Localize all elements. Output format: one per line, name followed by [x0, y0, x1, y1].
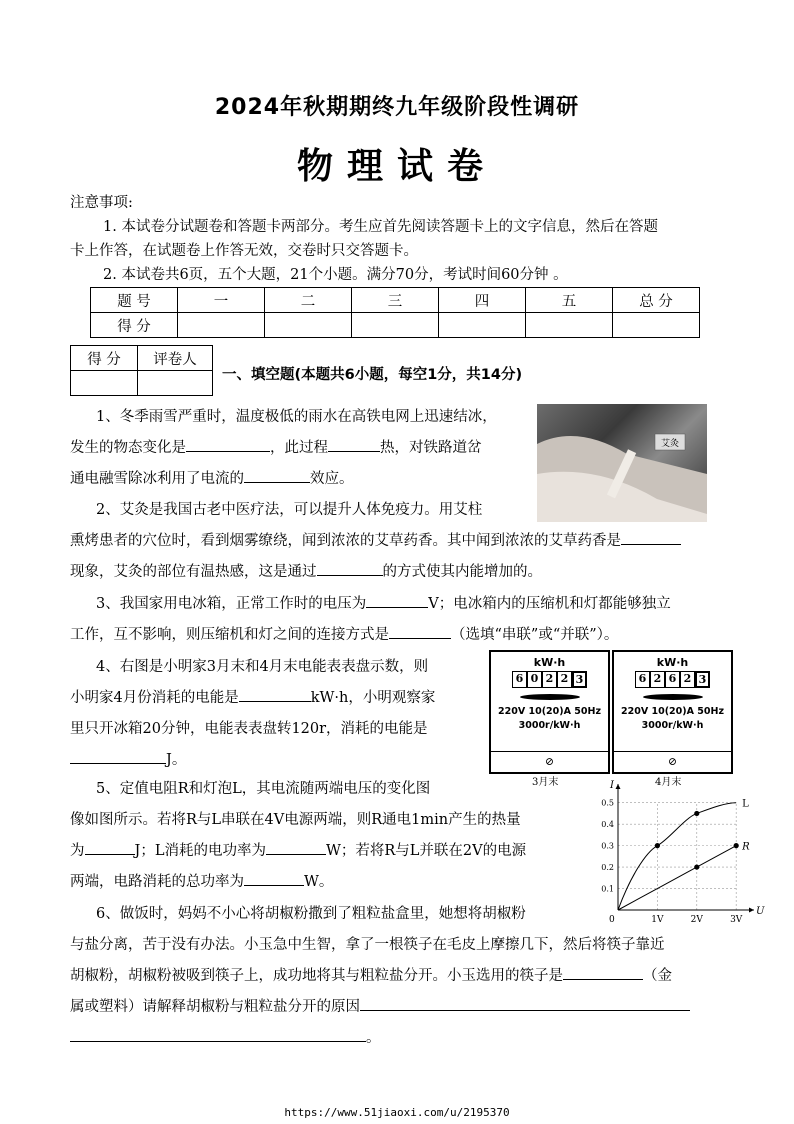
score-header-cell: 四 — [439, 288, 526, 313]
q6-line2: 与盐分离，苦于没有办法。小玉急中生智，拿了一根筷子在毛皮上摩擦几下，然后将筷子靠近 — [70, 937, 665, 953]
series-label-R: R — [742, 841, 750, 853]
meter-digit: 2 — [542, 671, 557, 688]
meter-disc — [520, 694, 580, 700]
answer-blank[interactable] — [70, 749, 166, 764]
q1-text: 通电融雪除冰利用了电流的 — [70, 471, 244, 487]
meter-march — [489, 650, 610, 774]
q3-text: （选填“串联”或“并联”）。 — [451, 627, 619, 643]
meter-seal-icon: ⊘ — [491, 751, 608, 772]
score-row-label: 得 分 — [91, 313, 178, 338]
q3-line2 — [70, 624, 618, 646]
grader-score-label: 得 分 — [71, 346, 138, 371]
q4-line4 — [70, 749, 186, 771]
meter-digit: 2 — [680, 671, 695, 688]
meter-rate: 3000r/kW·h — [641, 720, 704, 731]
q1-text: 效应。 — [310, 471, 354, 487]
meter-digit: 6 — [635, 671, 650, 688]
q2-line1: 2、艾灸是我国古老中医疗法，可以提升人体免疫力。用艾柱 — [96, 502, 483, 518]
q1-line1: 1、冬季雨雪严重时，温度极低的雨水在高铁电网上迅速结冰， — [96, 409, 497, 425]
score-cell — [613, 313, 700, 338]
answer-blank[interactable] — [360, 996, 690, 1011]
x-tick-label: 1V — [651, 915, 664, 925]
series-line-L — [618, 803, 736, 910]
meter-unit: kW·h — [533, 656, 566, 669]
q2-text: 现象，艾灸的部位有温热感，这是通过 — [70, 564, 317, 580]
answer-blank[interactable] — [244, 468, 310, 483]
score-cell — [265, 313, 352, 338]
meter-digit-decimal: 3 — [695, 671, 710, 688]
score-header-cell: 一 — [178, 288, 265, 313]
meter-spec: 220V 10(20)A 50Hz — [621, 706, 724, 717]
score-header-cell: 题 号 — [91, 288, 178, 313]
q4-text: 小明家4月份消耗的电能是 — [70, 690, 239, 706]
y-tick-label: 0.5 — [601, 798, 614, 808]
q2-line3 — [70, 561, 542, 583]
meter-digit: 6 — [665, 671, 680, 688]
answer-blank[interactable] — [266, 840, 326, 855]
data-point — [694, 864, 699, 869]
meter-april — [612, 650, 733, 774]
answer-blank[interactable] — [186, 437, 270, 452]
notes-heading: 注意事项: — [70, 195, 133, 211]
q5-text: W。 — [304, 874, 334, 890]
note-1b: 卡上作答，在试题卷上作答无效，交卷时只交答题卡。 — [70, 243, 418, 259]
answer-blank[interactable] — [389, 624, 451, 639]
answer-blank[interactable] — [563, 965, 643, 980]
y-tick-label: 0.2 — [601, 863, 614, 873]
answer-blank[interactable] — [317, 561, 383, 576]
q4-line3: 里只开冰箱20分钟，电能表表盘转120r，消耗的电能是 — [70, 721, 428, 737]
footer-url[interactable]: https://www.51jiaoxi.com/u/2195370 — [284, 1106, 510, 1119]
y-tick-label: 0.1 — [601, 884, 614, 894]
meter-digit: 2 — [557, 671, 572, 688]
note-1a: 1. 本试卷分试题卷和答题卡两部分。考生应首先阅读答题卡上的文字信息，然后在答题 — [103, 219, 658, 235]
exam-subtitle: 2024年秋期期终九年级阶段性调研 — [214, 95, 580, 120]
score-header-cell: 总 分 — [613, 288, 700, 313]
data-point — [734, 843, 739, 848]
x-tick-label: 3V — [730, 915, 743, 925]
meter-unit: kW·h — [656, 656, 689, 669]
y-axis-arrow — [616, 784, 621, 789]
answer-blank[interactable] — [85, 840, 135, 855]
answer-blank[interactable] — [621, 530, 681, 545]
grader-table — [70, 345, 213, 396]
q2-text: 的方式使其内能增加的。 — [382, 564, 542, 580]
score-table — [90, 287, 700, 338]
q6-text: 属或塑料）请解释胡椒粉与粗粒盐分开的原因 — [70, 999, 360, 1015]
score-cell — [526, 313, 613, 338]
q4-line2 — [70, 687, 435, 709]
origin-label: 0 — [609, 915, 615, 925]
grader-name-cell — [138, 371, 213, 396]
q6-text: 。 — [366, 1030, 381, 1046]
x-axis-label: U — [756, 906, 765, 917]
q3-text: V；电冰箱内的压缩机和灯都能够独立 — [428, 596, 671, 612]
answer-blank[interactable] — [244, 871, 304, 886]
meter-digit: 6 — [512, 671, 527, 688]
q6-text: （金 — [643, 968, 672, 984]
q3-text: 3、我国家用电冰箱，正常工作时的电压为 — [96, 596, 367, 612]
data-point — [655, 843, 660, 848]
answer-blank[interactable] — [70, 1027, 366, 1042]
q3-text: 工作，互不影响，则压缩机和灯之间的连接方式是 — [70, 627, 389, 643]
grader-score-cell — [71, 371, 138, 396]
photo-label: 艾灸 — [660, 439, 680, 449]
q5-line4 — [70, 871, 333, 893]
series-line-R — [618, 846, 736, 910]
score-header-cell: 五 — [526, 288, 613, 313]
score-cell — [178, 313, 265, 338]
note-2: 2. 本试卷共6页，五个大题，21个小题。满分70分，考试时间60分钟 。 — [103, 267, 568, 283]
y-tick-label: 0.3 — [601, 841, 614, 851]
q4-line1: 4、右图是小明家3月末和4月末电能表表盘示数，则 — [96, 659, 429, 675]
meter-caption: 4月末 — [655, 777, 682, 788]
q5-line1: 5、定值电阻R和灯泡L，其电流随两端电压的变化图 — [96, 781, 431, 797]
q5-line2: 像如图所示。若将R与L串联在4V电源两端，则R通电1min产生的热量 — [70, 812, 521, 828]
data-point — [694, 811, 699, 816]
x-axis-arrow — [749, 908, 754, 913]
q5-text: 两端，电路消耗的总功率为 — [70, 874, 244, 890]
answer-blank[interactable] — [366, 593, 428, 608]
q6-text: 胡椒粉，胡椒粉被吸到筷子上，成功地将其与粗粒盐分开。小玉选用的筷子是 — [70, 968, 563, 984]
answer-blank[interactable] — [328, 437, 380, 452]
q2-text: 熏烤患者的穴位时，看到烟雾缭绕，闻到浓浓的艾草药香。其中闻到浓浓的艾草药香是 — [70, 533, 621, 549]
meter-seal-icon: ⊘ — [614, 751, 731, 772]
meter-digits — [614, 671, 731, 688]
q1-text: 热，对铁路道岔 — [380, 440, 482, 456]
iu-graph — [590, 780, 765, 925]
q6-line5 — [70, 1027, 381, 1049]
q2-line2 — [70, 530, 681, 552]
q5-line3 — [70, 840, 526, 862]
q1-text: ，此过程 — [270, 440, 328, 456]
series-label-L: L — [742, 798, 749, 810]
q3-line1 — [96, 593, 671, 615]
grader-name-label: 评卷人 — [138, 346, 213, 371]
q6-line3 — [70, 965, 672, 987]
score-cell — [439, 313, 526, 338]
q1-line3 — [70, 468, 354, 490]
exam-title: 物理试卷 — [296, 146, 497, 187]
meter-spec: 220V 10(20)A 50Hz — [498, 706, 601, 717]
meter-digit: 0 — [527, 671, 542, 688]
meter-digits — [491, 671, 608, 688]
score-header-cell: 二 — [265, 288, 352, 313]
score-cell — [352, 313, 439, 338]
section-1-title: 一、填空题(本题共6小题，每空1分，共14分) — [222, 367, 523, 383]
meter-disc — [643, 694, 703, 700]
meter-rate: 3000r/kW·h — [518, 720, 581, 731]
score-header-cell: 三 — [352, 288, 439, 313]
meter-caption: 3月末 — [532, 777, 559, 788]
moxibustion-photo — [537, 404, 707, 522]
meter-digit: 2 — [650, 671, 665, 688]
q5-text: W；若将R与L并联在2V的电源 — [325, 843, 527, 859]
y-tick-label: 0.4 — [601, 820, 614, 830]
meter-digit-decimal: 3 — [572, 671, 587, 688]
y-axis-label: I — [610, 780, 614, 791]
answer-blank[interactable] — [239, 687, 311, 702]
q6-line4 — [70, 996, 690, 1018]
q6-line1: 6、做饭时，妈妈不小心将胡椒粉撒到了粗粒盐盒里，她想将胡椒粉 — [96, 906, 526, 922]
q5-text: 为 — [70, 843, 85, 859]
x-tick-label: 2V — [690, 915, 703, 925]
moxibustion-illustration — [537, 404, 707, 522]
q4-text: J。 — [166, 752, 187, 768]
q1-text: 发生的物态变化是 — [70, 440, 186, 456]
q1-line2 — [70, 437, 482, 459]
q4-text: kW·h，小明观察家 — [310, 690, 436, 706]
q5-text: J；L消耗的电功率为 — [134, 843, 266, 859]
